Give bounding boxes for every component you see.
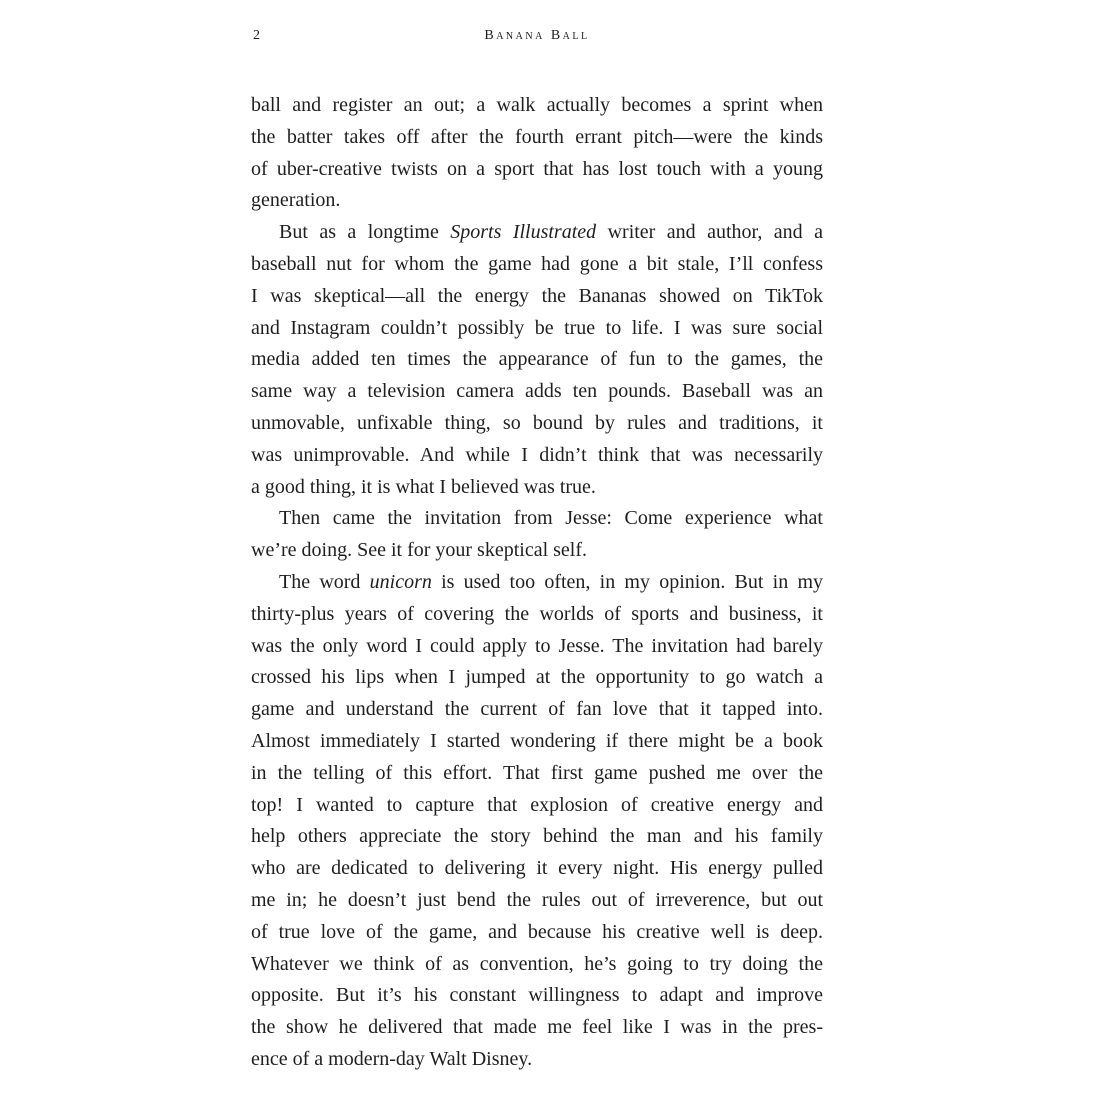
text-line [251, 90, 823, 122]
text-line [251, 949, 823, 981]
paragraph [251, 503, 823, 567]
paragraph [251, 90, 823, 217]
text-line [251, 821, 823, 853]
text-run: ball and register an out; a walk actually becomes a sprint when [251, 94, 823, 116]
text-line [251, 535, 823, 567]
text-run: media added ten times the appearance of fun to the games, the [251, 348, 823, 371]
text-run: ence of a modern-day Walt Disney. [251, 1047, 533, 1070]
text-line [251, 885, 823, 917]
text-line [251, 154, 823, 186]
page-number: 2 [253, 28, 261, 43]
text-run: the batter takes off after the fourth errant pitch—were the kinds [251, 125, 823, 148]
text-run: me in; he doesn’t just bend the rules out of irreverence, but out [251, 888, 823, 911]
book-title: Banana Ball [484, 28, 590, 43]
text-line [251, 1044, 823, 1076]
text-line [251, 662, 823, 694]
text-run: Whatever we think of as convention, he’s going to try doing the [251, 952, 823, 975]
text-run: was unimprovable. And while I didn’t think that was necessarily [251, 443, 823, 466]
running-head [251, 28, 823, 50]
text-line [251, 758, 823, 790]
text-run: of uber-creative twists on a sport that has lost touch with a young [251, 157, 823, 180]
text-run: unmovable, unfixable thing, so bound by rules and traditions, it [251, 411, 823, 434]
text-run: is used too often, in my opinion. But in my [431, 570, 824, 593]
text-run: the show he delivered that made me feel like I was in the pres- [251, 1016, 823, 1039]
text-line [251, 217, 823, 249]
text-line [251, 122, 823, 154]
text-line [251, 567, 823, 599]
text-run: thirty-plus years of covering the worlds of sports and business, it [251, 602, 823, 625]
text-run: in the telling of this effort. That first game pushed me over the [251, 761, 823, 784]
text-run: Almost immediately I started wondering if there might be a book [251, 729, 823, 752]
text-line [251, 917, 823, 949]
text-line [251, 376, 823, 408]
text-run: crossed his lips when I jumped at the opportunity to go watch a [251, 666, 823, 689]
paragraph [251, 567, 823, 1076]
text-run: we’re doing. See it for your skeptical self. [251, 539, 588, 562]
italic-text: unicorn [369, 570, 432, 593]
text-line [251, 344, 823, 376]
text-line [251, 281, 823, 313]
text-run: baseball nut for whom the game had gone a bit stale, I’ll confess [251, 252, 823, 275]
text-run: I was skeptical—all the energy the Bananas showed on TikTok [251, 284, 823, 307]
text-line [251, 1012, 823, 1044]
text-line [251, 313, 823, 345]
text-run: writer and author, and a [596, 221, 823, 244]
text-run: generation. [251, 189, 341, 212]
text-line [251, 503, 823, 535]
text-line [251, 853, 823, 885]
text-line [251, 599, 823, 631]
text-line [251, 408, 823, 440]
text-run: who are dedicated to delivering it every night. His energy pulled [251, 857, 823, 880]
text-run: of true love of the game, and because his creative well is deep. [251, 920, 823, 943]
text-run: same way a television camera adds ten pounds. Baseball was an [251, 380, 823, 403]
text-line [251, 472, 823, 504]
text-run: But as a longtime [279, 221, 451, 244]
text-run: Then came the invitation from Jesse: Come experience what [279, 507, 823, 530]
text-run: and Instagram couldn’t possibly be true to life. I was sure social [251, 316, 823, 339]
text-line [251, 249, 823, 281]
text-run: opposite. But it’s his constant willingness to adapt and improve [251, 984, 823, 1007]
text-line [251, 694, 823, 726]
text-line [251, 790, 823, 822]
text-line [251, 440, 823, 472]
text-line [251, 980, 823, 1012]
body-text [251, 90, 823, 1076]
text-run: was the only word I could apply to Jesse. The invitation had barely [251, 634, 823, 657]
text-line [251, 631, 823, 663]
text-run: top! I wanted to capture that explosion of creative energy and [251, 793, 823, 816]
text-line [251, 726, 823, 758]
text-run: The word [279, 570, 370, 593]
paragraph [251, 217, 823, 503]
text-run: a good thing, it is what I believed was true. [251, 475, 596, 498]
italic-text: Sports Illustrated [450, 221, 597, 244]
text-line [251, 185, 823, 217]
text-run: game and understand the current of fan love that it tapped into. [251, 698, 823, 721]
text-run: help others appreciate the story behind the man and his family [251, 825, 823, 848]
